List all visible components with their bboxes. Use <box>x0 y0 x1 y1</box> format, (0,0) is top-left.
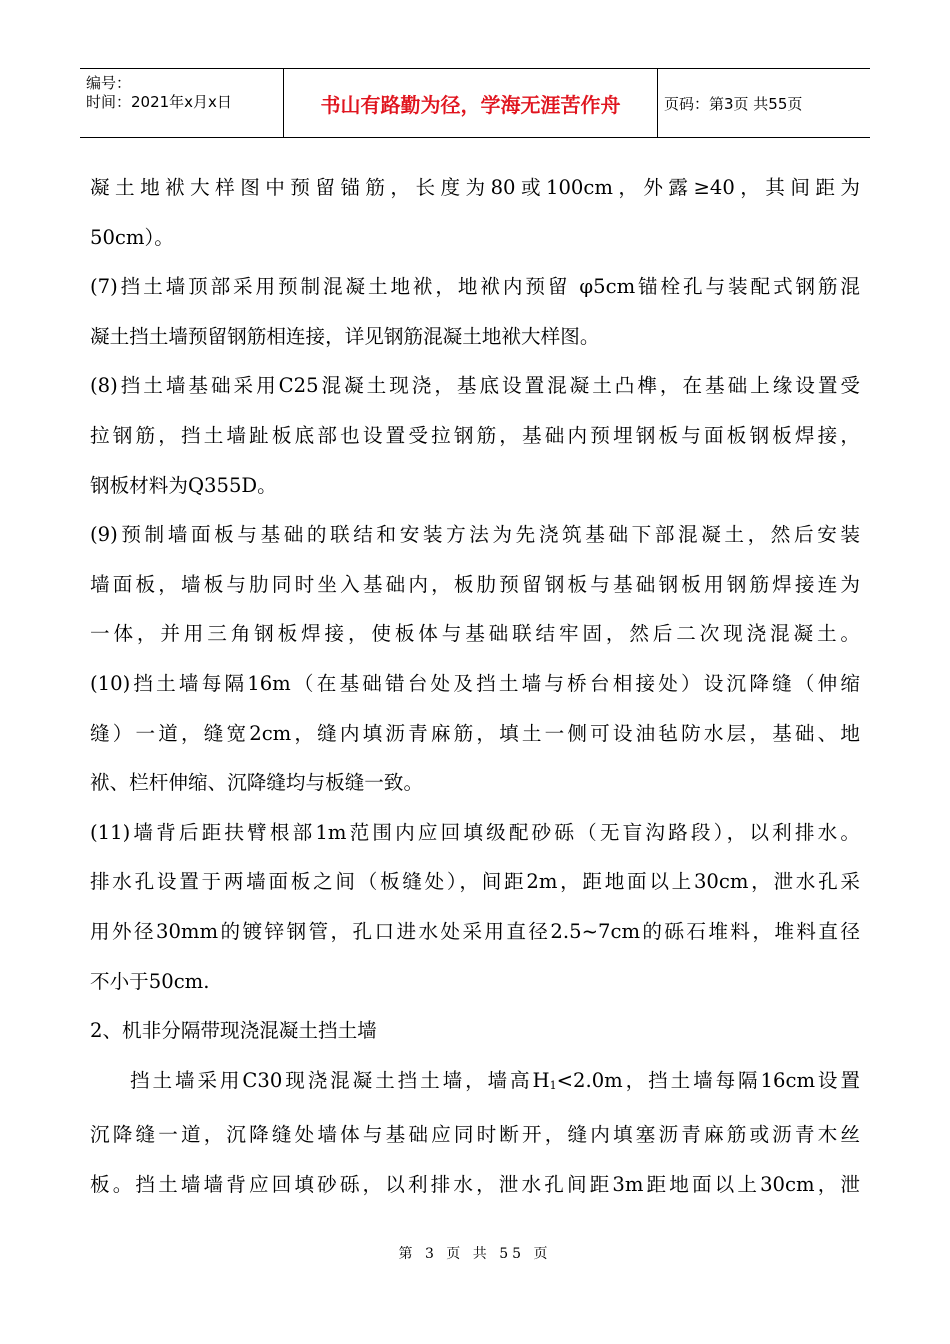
text-line: 凝土挡土墙预留钢筋相连接，详见钢筋混凝土地袱大样图。 <box>90 324 600 348</box>
text-line: (7)挡土墙顶部采用预制混凝土地袱，地袱内预留 φ5cm锚栓孔与装配式钢筋混 <box>90 275 860 299</box>
header-motto: 书山有路勤为径，学海无涯苦作舟 <box>284 69 658 137</box>
text-line <box>90 1056 860 1111</box>
text-line: (11)墙背后距扶臂根部1m范围内应回填级配砂砾（无盲沟路段），以利排水。 <box>90 820 860 844</box>
doc-number-label: 编号： <box>86 74 132 92</box>
header-page-info: 页码：第3页 共55页 <box>664 94 803 113</box>
subscript: 1 <box>549 1078 557 1092</box>
text-line: (8)挡土墙基础采用C25混凝土现浇，基底设置混凝土凸榫，在基础上缘设置受 <box>90 374 860 398</box>
text-line: 袱、栏杆伸缩、沉降缝均与板缝一致。 <box>90 771 424 795</box>
text-line: (9)预制墙面板与基础的联结和安装方法为先浇筑基础下部混凝土，然后安装 <box>90 523 860 547</box>
page-header <box>80 68 870 138</box>
text-span: 挡土墙采用C30现浇混凝土挡土墙，墙高H <box>130 1068 550 1092</box>
text-line: 一体，并用三角钢板焊接，使板体与基础联结牢固，然后二次现浇混凝土。 <box>90 622 860 646</box>
text-line: 沉降缝一道，沉降缝处墙体与基础应同时断开，缝内填塞沥青麻筋或沥青木丝 <box>90 1123 860 1147</box>
text-span: <2.0m，挡土墙每隔16cm设置 <box>556 1068 860 1092</box>
text-line: 50cm）。 <box>90 225 174 249</box>
text-line: (10)挡土墙每隔16m（在基础错台处及挡土墙与桥台相接处）设沉降缝（伸缩 <box>90 671 860 695</box>
text-line: 板。挡土墙墙背应回填砂砾，以利排水，泄水孔间距3m距地面以上30cm，泄 <box>90 1172 860 1196</box>
doc-time-label: 时间：2021年x月x日 <box>86 93 232 111</box>
text-line: 缝）一道，缝宽2cm，缝内填沥青麻筋，填土一侧可设油毡防水层，基础、地 <box>90 721 860 745</box>
page-footer: 第 3 页 共 55 页 <box>398 1246 552 1262</box>
text-line: 钢板材料为Q355D。 <box>90 473 277 497</box>
text-line: 排水孔设置于两墙面板之间（板缝处），间距2m，距地面以上30cm，泄水孔采 <box>90 870 860 894</box>
text-line: 凝土地袱大样图中预留锚筋，长度为80或100cm，外露≥40，其间距为 <box>90 176 860 199</box>
header-meta-cell <box>80 69 284 137</box>
text-line: 墙面板，墙板与肋同时坐入基础内，板肋预留钢板与基础钢板用钢筋焊接连为 <box>90 572 860 596</box>
text-line: 不小于50cm. <box>90 969 210 993</box>
section-heading: 2、机非分隔带现浇混凝土挡土墙 <box>90 1019 377 1043</box>
text-line: 用外径30mm的镀锌钢管，孔口进水处采用直径2.5~7cm的砾石堆料，堆料直径 <box>90 919 860 943</box>
document-body <box>90 163 860 1209</box>
text-line: 拉钢筋，挡土墙趾板底部也设置受拉钢筋，基础内预埋钢板与面板钢板焊接， <box>90 423 860 447</box>
